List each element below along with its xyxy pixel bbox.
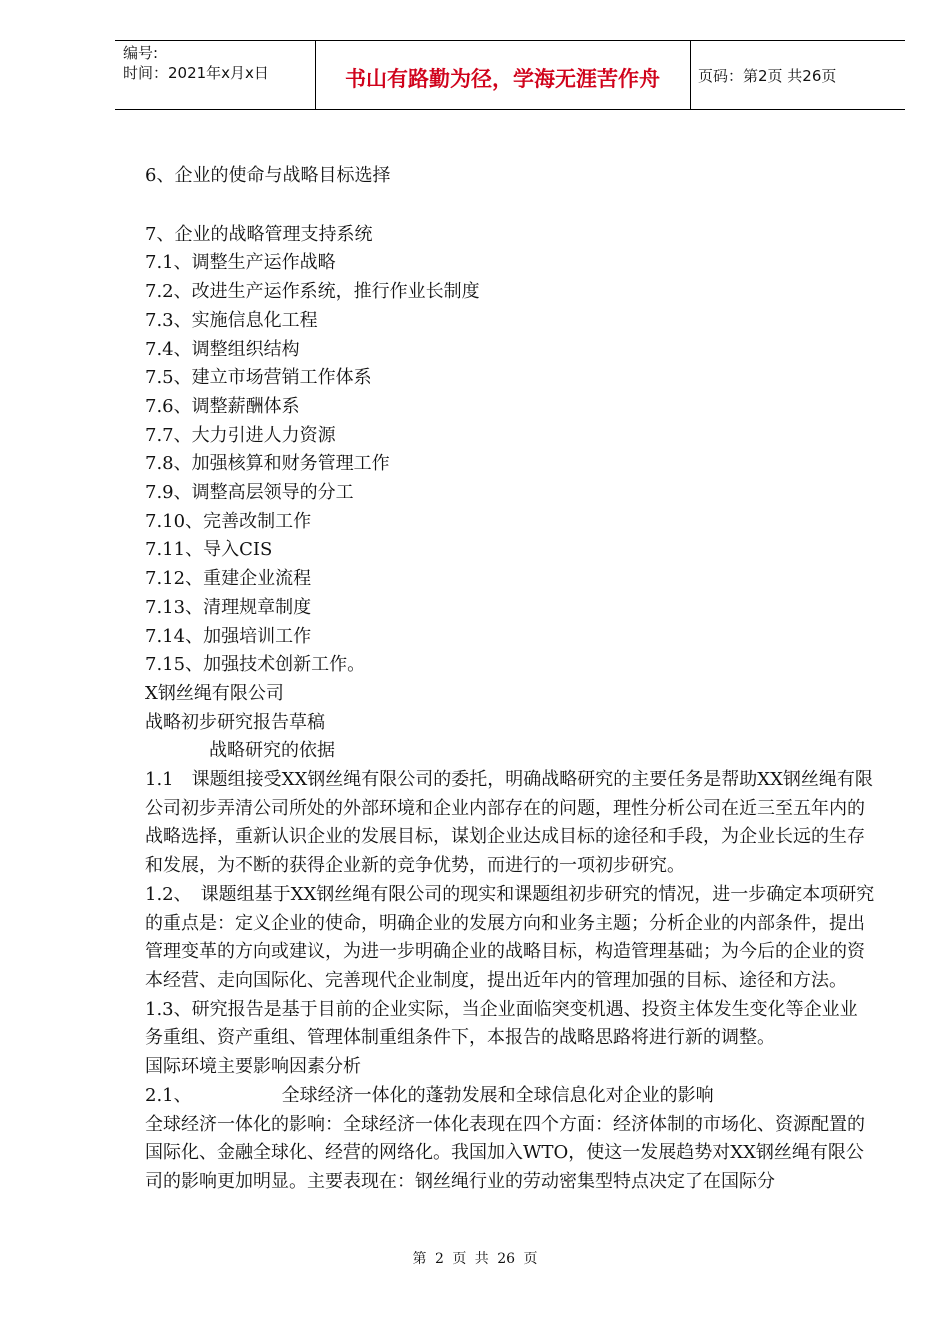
list-item: 7.6、调整薪酬体系 [145, 395, 300, 417]
list-item: 7.12、重建企业流程 [145, 568, 312, 590]
footer-page-number: 2 [434, 1251, 444, 1267]
header-motto: 书山有路勤为径，学海无涯苦作舟 [345, 67, 660, 91]
footer-ye2: 页 [523, 1251, 538, 1267]
subsection-heading [145, 1082, 875, 1111]
footer-di: 第 [412, 1251, 427, 1267]
chapter-heading: 国际环境主要影响因素分析 [145, 1056, 361, 1078]
list-item: 7.15、加强技术创新工作。 [145, 654, 366, 676]
paragraph: 全球经济一体化的影响：全球经济一体化表现在四个方面：经济体制的市场化、资源配置的国际化、金融全球化、经营的网络化。我国加入WTO，使这一发展趋势对XX钢丝绳有限公司的影响更加明显。主要表现在：钢丝绳行业的劳动密集型特点决定了在国际分 [145, 1113, 865, 1192]
time-label: 时间：2021年x月x日 [123, 64, 269, 82]
section-heading: 6、企业的使命与战略目标选择 [145, 165, 391, 186]
list-item: 7.14、加强培训工作 [145, 625, 312, 647]
paragraph: 1.1 课题组接受XX钢丝绳有限公司的委托，明确战略研究的主要任务是帮助XX钢丝绳有限公司初步弄清公司所处的外部环境和企业内部存在的问题，理性分析公司在近三至五年内的战略选择，重新认识企业的发展目标，谋划企业达成目标的途径和手段，为企业长远的生存和发展，为不断的获得企业新的竞争优势，而进行的一项初步研究。 [145, 769, 873, 877]
list-item: 7.13、清理规章制度 [145, 596, 312, 618]
paragraph: 1.3、研究报告是基于目前的企业实际，当企业面临突变机遇、投资主体发生变化等企业业务重组、资产重组、管理体制重组条件下，本报告的战略思路将进行新的调整。 [145, 998, 858, 1049]
report-title: 战略初步研究报告草稿 [145, 711, 325, 733]
footer-gong: 共 [474, 1251, 489, 1267]
list-item: 7.8、加强核算和财务管理工作 [145, 453, 390, 475]
footer-ye: 页 [452, 1251, 467, 1267]
list-item: 7.9、调整高层领导的分工 [145, 482, 354, 504]
list-item: 7.10、完善改制工作 [145, 510, 312, 532]
number-label: 编号: [123, 44, 159, 62]
list-item: 7.2、改进生产运作系统，推行作业长制度 [145, 281, 480, 303]
list-item: 7.1、调整生产运作战略 [145, 252, 336, 274]
list-item: 7.3、实施信息化工程 [145, 309, 318, 331]
page-header [115, 40, 905, 110]
subsection-title: 全球经济一体化的蓬勃发展和全球信息化对企业的影响 [281, 1084, 714, 1106]
list-item: 7.5、建立市场营销工作体系 [145, 367, 372, 389]
subsection-number: 2.1、 [145, 1084, 192, 1106]
header-meta [123, 43, 313, 83]
paragraph: 1.2、 课题组基于XX钢丝绳有限公司的现实和课题组初步研究的情况，进一步确定本项研究的重点是：定义企业的使命，明确企业的发展方向和业务主题；分析企业的内部条件，提出管理变革的方向或建议，为进一步明确企业的战略目标，构造管理基础；为今后的企业的资本经营、走向国际化、完善现代企业制度，提出近年内的管理加强的目标、途径和方法。 [145, 883, 875, 991]
company-name: X钢丝绳有限公司 [145, 682, 284, 704]
chapter-heading: 战略研究的依据 [209, 740, 335, 762]
list-item: 7.4、调整组织结构 [145, 338, 300, 360]
page-footer [0, 1248, 950, 1268]
list-item: 7.7、大力引进人力资源 [145, 424, 336, 446]
section-heading: 7、企业的战略管理支持系统 [145, 223, 373, 245]
document-body [145, 162, 875, 1197]
list-item: 7.11、导入CIS [145, 539, 273, 561]
header-divider [690, 41, 691, 109]
footer-total-pages: 26 [497, 1251, 516, 1267]
header-page-info: 页码：第2页 共26页 [698, 67, 837, 85]
